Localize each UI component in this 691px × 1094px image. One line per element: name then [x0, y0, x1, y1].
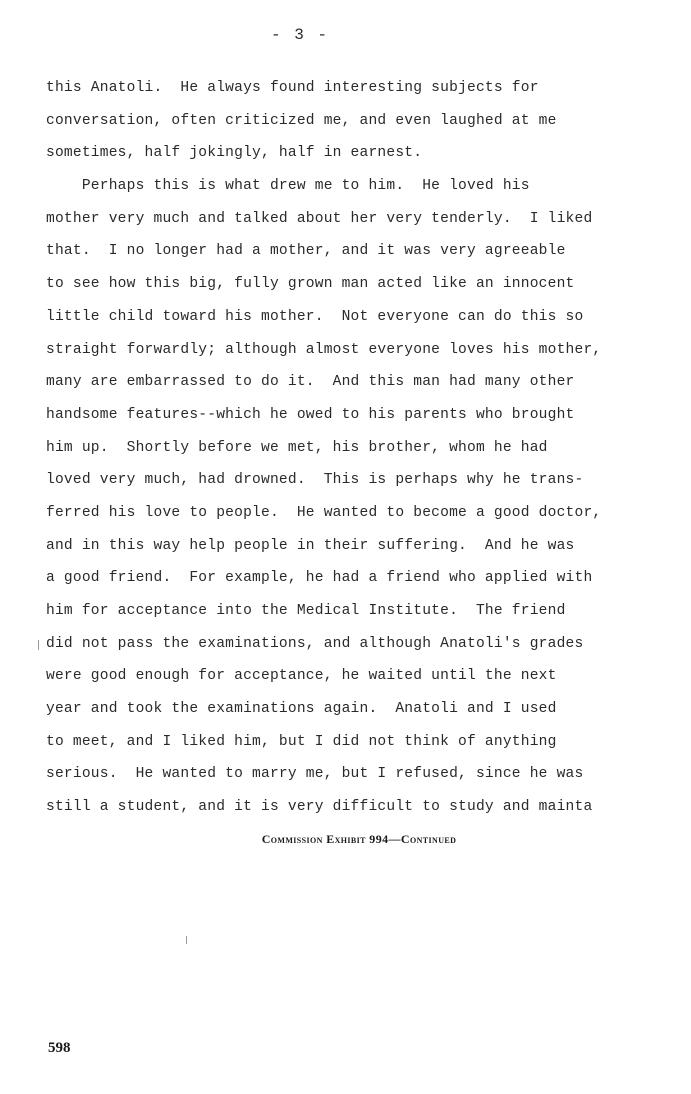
- exhibit-caption: Commission Exhibit 994—Continued: [261, 832, 457, 846]
- text-line: to see how this big, fully grown man acted like an innocent: [46, 276, 575, 293]
- text-line: straight forwardly; although almost everyone loves his mother,: [46, 341, 602, 358]
- scan-speck: [38, 640, 39, 650]
- text-line: conversation, often criticized me, and even laughed at me: [46, 112, 557, 129]
- page-number: 598: [48, 1040, 71, 1056]
- text-line: that. I no longer had a mother, and it was very agreeable: [46, 243, 566, 260]
- text-line: ferred his love to people. He wanted to become a good doctor,: [46, 504, 602, 521]
- text-line: Perhaps this is what drew me to him. He loved his: [46, 178, 530, 195]
- text-line: and in this way help people in their suffering. And he was: [46, 537, 575, 554]
- text-line: sometimes, half jokingly, half in earnest.: [46, 145, 423, 162]
- text-line: loved very much, had drowned. This is perhaps why he trans-: [46, 472, 584, 489]
- text-line: him up. Shortly before we met, his brother, whom he had: [46, 439, 548, 456]
- text-line: handsome features--which he owed to his parents who brought: [46, 406, 575, 423]
- document-body: [46, 76, 666, 828]
- text-line: this Anatoli. He always found interesting subjects for: [46, 80, 539, 96]
- text-line: did not pass the examinations, and although Anatoli's grades: [46, 635, 584, 652]
- text-line: still a student, and it is very difficult to study and mainta: [46, 799, 593, 816]
- text-line: him for acceptance into the Medical Institute. The friend: [46, 603, 566, 619]
- scan-speck: [186, 936, 187, 944]
- text-line: to meet, and I liked him, but I did not think of anything: [46, 733, 557, 750]
- text-line: were good enough for acceptance, he waited until the next: [46, 668, 557, 685]
- text-line: a good friend. For example, he had a friend who applied with: [46, 570, 593, 587]
- text-line: mother very much and talked about her very tenderly. I liked: [46, 210, 593, 227]
- text-line: year and took the examinations again. Anatoli and I used: [46, 701, 557, 718]
- text-line: serious. He wanted to marry me, but I refused, since he was: [46, 766, 584, 783]
- text-line: many are embarrassed to do it. And this man had many other: [46, 374, 575, 391]
- page-marker: - 3 -: [270, 26, 329, 44]
- text-line: little child toward his mother. Not everyone can do this so: [46, 308, 584, 325]
